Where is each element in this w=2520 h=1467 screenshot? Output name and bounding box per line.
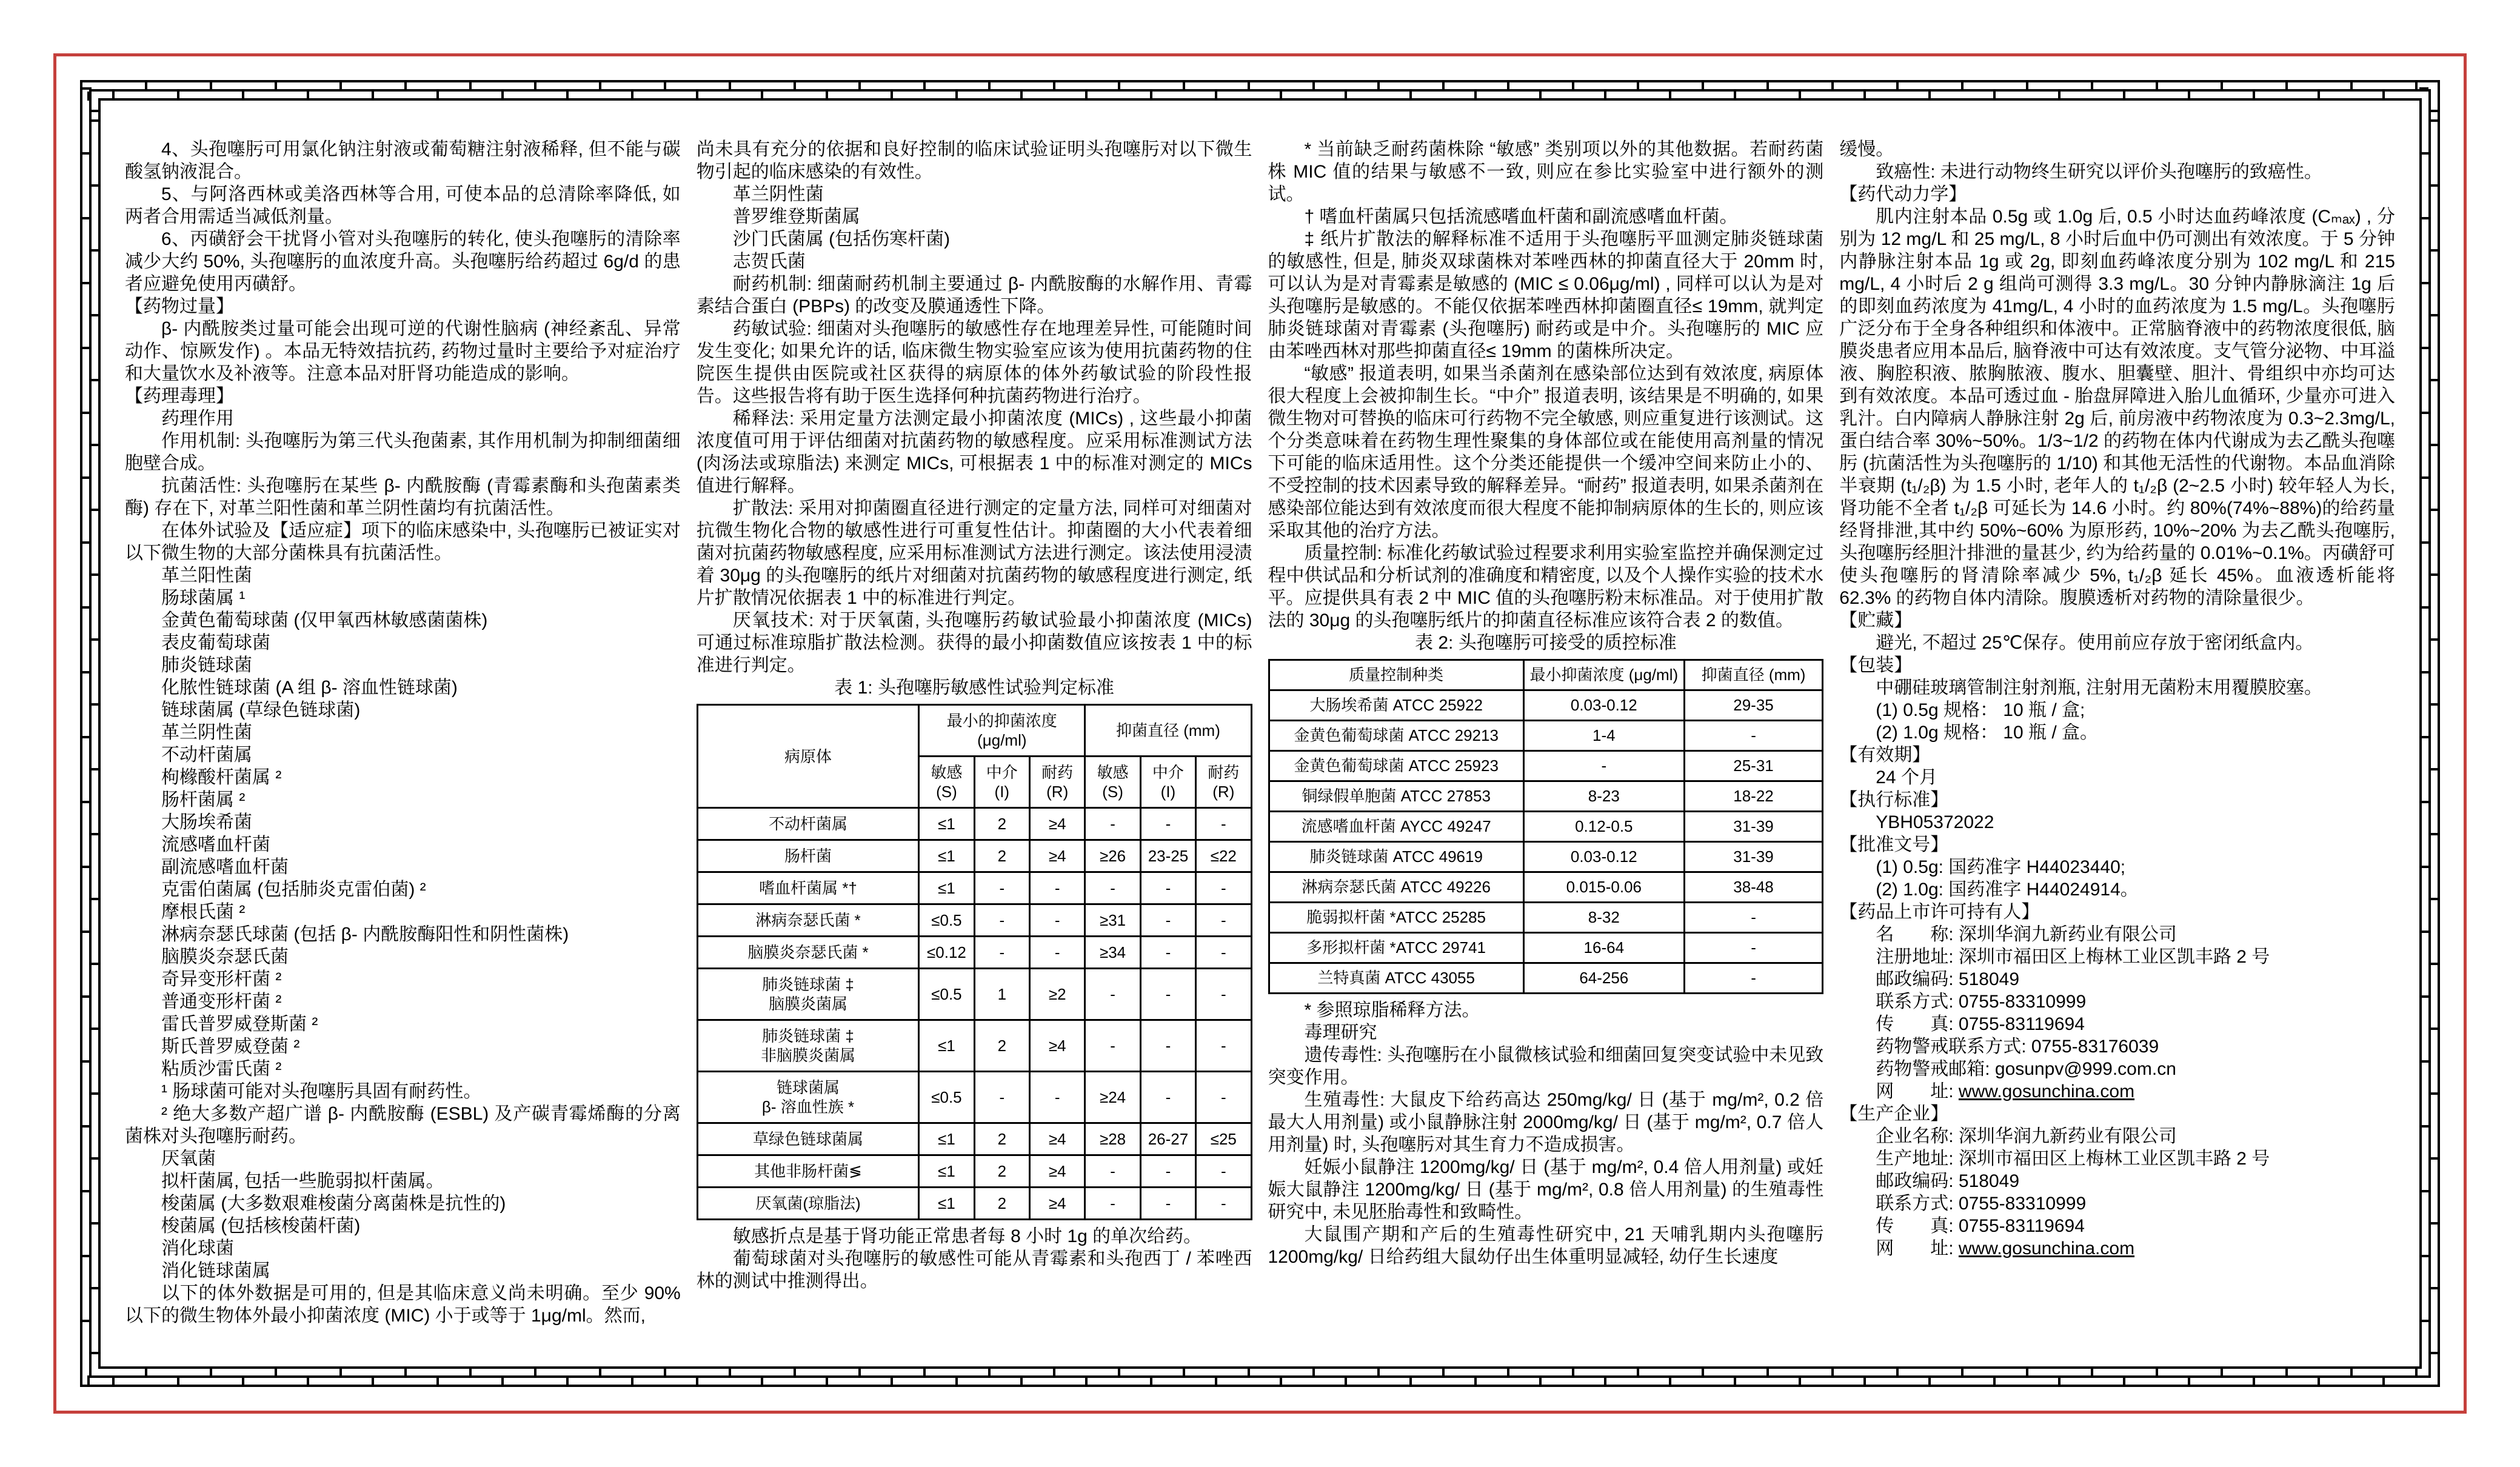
- pathogen-cell: 链球菌属 β- 溶血性族 *: [697, 1072, 919, 1123]
- value-cell: -: [1196, 1072, 1251, 1123]
- value-cell: -: [1085, 1188, 1140, 1220]
- table-header-cell: 病原体: [697, 705, 919, 808]
- value-cell: 16-64: [1523, 933, 1684, 963]
- website-url: www.gosunchina.com: [1958, 1238, 2135, 1258]
- pathogen-cell: 嗜血杆菌属 *†: [697, 872, 919, 904]
- value-cell: -: [1196, 1188, 1251, 1220]
- value-cell: 0.015-0.06: [1523, 872, 1684, 903]
- value-cell: -: [1030, 872, 1085, 904]
- paragraph: 质量控制: 标准化药敏试验过程要求利用实验室监控并确保测定过程中供试品和分析试剂的准确度和精密度, 以及个人操作实验的技术水平。应提供具有表 2 中 MIC 值的头孢噻肟粉末标准品。对于使用扩散法的 30μg 的头孢噻肟纸片的抑菌直径标准应该符合表 2 的数值。: [1268, 543, 1824, 630]
- paragraph: 敏感折点是基于肾功能正常患者每 8 小时 1g 的单次给药。: [732, 1226, 1202, 1246]
- border-tick-strip: [80, 92, 2440, 101]
- paragraph: 脑膜炎奈瑟氏菌: [161, 947, 289, 967]
- paragraph: 企业名称: 深圳华润九新药业有限公司: [1876, 1126, 2177, 1146]
- value-cell: -: [1196, 872, 1251, 904]
- value-cell: 23-25: [1140, 840, 1195, 872]
- paragraph: * 当前缺乏耐药菌株除 “敏感” 类别项以外的其他数据。若耐药菌株 MIC 值的结果与敏感不一致, 则应在参比实验室中进行额外的测试。: [1268, 139, 1824, 204]
- pathogen-cell: 厌氧菌(琼脂法): [697, 1188, 919, 1220]
- qc-strain-cell: 兰特真菌 ATCC 43055: [1269, 963, 1523, 994]
- paragraph: 以下的体外数据是可用的, 但是其临床意义尚未明确。至少 90% 以下的微生物体外最小抑菌浓度 (MIC) 小于或等于 1μg/ml。然而,: [125, 1283, 681, 1326]
- value-cell: 2: [974, 840, 1029, 872]
- value-cell: -: [1085, 1155, 1140, 1188]
- table-header-cell: 敏感 (S): [919, 757, 974, 808]
- value-cell: ≥4: [1030, 808, 1085, 840]
- paragraph: 普罗维登斯菌属: [732, 207, 860, 227]
- value-cell: ≥2: [1030, 969, 1085, 1020]
- website-url: www.gosunchina.com: [1958, 1081, 2135, 1101]
- paragraph: 名 称: 深圳华润九新药业有限公司: [1876, 924, 2177, 944]
- paragraph: 革兰阳性菌: [161, 566, 252, 586]
- value-cell: 1: [974, 969, 1029, 1020]
- border-tick-strip: [2428, 80, 2438, 1387]
- table-row: [697, 937, 1251, 969]
- paragraph: 克雷伯菌属 (包括肺炎克雷伯菌) ²: [161, 880, 426, 900]
- paragraph: 邮政编码: 518049: [1876, 1171, 2020, 1191]
- table-row: [1269, 812, 1823, 842]
- value-cell: -: [1196, 808, 1251, 840]
- paragraph: 注册地址: 深圳市福田区上梅林工业区凯丰路 2 号: [1876, 947, 2270, 967]
- column-2: [697, 138, 1252, 1363]
- table-row: [697, 840, 1251, 872]
- column-1: [125, 138, 681, 1363]
- value-cell: -: [1140, 969, 1195, 1020]
- value-cell: ≥4: [1030, 1020, 1085, 1072]
- value-cell: -: [1523, 751, 1684, 781]
- paragraph: 梭菌属 (大多数艰难梭菌分离菌株是抗性的): [161, 1194, 506, 1214]
- table-row: [697, 808, 1251, 840]
- value-cell: ≥24: [1085, 1072, 1140, 1123]
- paragraph-continuation: 缓慢。: [1839, 139, 1894, 159]
- section-heading: 【生产企业】: [1839, 1104, 1949, 1124]
- value-cell: 8-32: [1523, 903, 1684, 933]
- value-cell: ≤25: [1196, 1123, 1251, 1155]
- border-tick-strip: [80, 82, 2440, 92]
- table-header-row: [1269, 660, 1823, 690]
- value-cell: -: [1140, 1188, 1195, 1220]
- table-header-cell: 最小的抑菌浓度 (μg/ml): [919, 705, 1085, 757]
- section-heading: 【贮藏】: [1839, 610, 1913, 630]
- pathogen-cell: 不动杆菌属: [697, 808, 919, 840]
- value-cell: -: [1684, 903, 1822, 933]
- pathogen-cell: 肺炎链球菌 ‡ 脑膜炎菌属: [697, 969, 919, 1020]
- paragraph: 生产地址: 深圳市福田区上梅林工业区凯丰路 2 号: [1876, 1149, 2270, 1169]
- table-row: [697, 1123, 1251, 1155]
- paragraph: 枸橼酸杆菌属 ²: [161, 767, 282, 787]
- paragraph: 药物警戒联系方式: 0755-83176039: [1876, 1037, 2159, 1057]
- paragraph: 生殖毒性: 大鼠皮下给药高达 250mg/kg/ 日 (基于 mg/m², 0.2 倍最大人用剂量) 或小鼠静脉注射 2000mg/kg/ 日 (基于 mg/m², 0.7 倍人用剂量) 时, 头孢噻肟对其生育力不造成损害。: [1268, 1090, 1824, 1155]
- value-cell: -: [1085, 969, 1140, 1020]
- paragraph: 葡萄球菌对头孢噻肟的敏感性可能从青霉素和头孢西丁 / 苯唑西林的测试中推测得出。: [696, 1249, 1252, 1291]
- paragraph-continuation: 尚未具有充分的依据和良好控制的临床试验证明头孢噻肟对以下微生物引起的临床感染的有效性。: [696, 139, 1252, 182]
- paragraph: 避光, 不超过 25℃保存。使用前应存放于密闭纸盒内。: [1876, 633, 2314, 653]
- paragraph: 副流感嗜血杆菌: [161, 857, 289, 877]
- section-heading: 【药理毒理】: [125, 386, 234, 406]
- value-cell: -: [1196, 969, 1251, 1020]
- pathogen-cell: 淋病奈瑟氏菌 *: [697, 904, 919, 937]
- table-row: [697, 1020, 1251, 1072]
- value-cell: -: [1140, 1072, 1195, 1123]
- qc-strain-cell: 大肠埃希菌 ATCC 25922: [1269, 690, 1523, 721]
- value-cell: ≤1: [919, 1188, 974, 1220]
- paragraph: 雷氏普罗威登斯菌 ²: [161, 1014, 318, 1034]
- qc-strain-cell: 金黄色葡萄球菌 ATCC 25923: [1269, 751, 1523, 781]
- value-cell: ≥26: [1085, 840, 1140, 872]
- value-cell: 29-35: [1684, 690, 1822, 721]
- paragraph: 肺炎链球菌: [161, 655, 252, 675]
- column-3: [1268, 138, 1824, 1363]
- paragraph: YBH05372022: [1876, 812, 1994, 832]
- paragraph: 厌氧技术: 对于厌氧菌, 头孢噻肟药敏试验最小抑菌浓度 (MICs) 可通过标准琼脂扩散法检测。获得的最小抑菌数值应该按表 1 中的标准进行判定。: [696, 610, 1252, 675]
- table-row: [697, 872, 1251, 904]
- paragraph: ² 绝大多数产超广谱 β- 内酰胺酶 (ESBL) 及产碳青霉烯酶的分离菌株对头孢噻肟耐药。: [125, 1104, 681, 1146]
- value-cell: ≤1: [919, 1123, 974, 1155]
- value-cell: -: [1140, 1155, 1195, 1188]
- value-cell: -: [1196, 1155, 1251, 1188]
- table-row: [1269, 933, 1823, 963]
- section-heading: 【药物过量】: [125, 296, 234, 316]
- paragraph: 稀释法: 采用定量方法测定最小抑菌浓度 (MICs) , 这些最小抑菌浓度值可用于评估细菌对抗菌药物的敏感程度。应采用标准测试方法 (肉汤法或琼脂法) 来测定 MICs, 可根据表 1 中的标准对测定的 MICs 值进行解释。: [696, 409, 1252, 496]
- pathogen-cell: 肺炎链球菌 ‡ 非脑膜炎菌属: [697, 1020, 919, 1072]
- contact-label: 网 址:: [1876, 1081, 1959, 1101]
- paragraph: 传 真: 0755-83119694: [1876, 1014, 2085, 1034]
- value-cell: -: [974, 1072, 1029, 1123]
- value-cell: ≤0.12: [919, 937, 974, 969]
- paragraph: 摩根氏菌 ²: [161, 902, 246, 922]
- value-cell: 2: [974, 1020, 1029, 1072]
- value-cell: ≤1: [919, 840, 974, 872]
- value-cell: 2: [974, 1123, 1029, 1155]
- paragraph: 革兰阴性菌: [161, 723, 252, 743]
- value-cell: ≤1: [919, 1020, 974, 1072]
- paragraph: 药理作用: [161, 409, 234, 429]
- value-cell: -: [974, 937, 1029, 969]
- value-cell: 0.03-0.12: [1523, 690, 1684, 721]
- qc-strain-cell: 多形拟杆菌 *ATCC 29741: [1269, 933, 1523, 963]
- paragraph: β- 内酰胺类过量可能会出现可逆的代谢性脑病 (神经紊乱、异常动作、惊厥发作) 。本品无特效拮抗药, 药物过量时主要给予对症治疗和大量饮水及补液等。注意本品对肝肾功能造成的影响。: [125, 319, 681, 384]
- paragraph: 毒理研究: [1304, 1023, 1377, 1043]
- contact-line: [1839, 1080, 2395, 1103]
- table-header-cell: 耐药 (R): [1196, 757, 1251, 808]
- value-cell: 8-23: [1523, 781, 1684, 812]
- paragraph: 链球菌属 (草绿色链球菌): [161, 700, 361, 720]
- paragraph: 表皮葡萄球菌: [161, 633, 270, 653]
- paragraph: 普通变形杆菌 ²: [161, 992, 282, 1012]
- value-cell: -: [1140, 872, 1195, 904]
- table-row: [697, 969, 1251, 1020]
- table-row: [1269, 721, 1823, 751]
- paragraph: 流感嗜血杆菌: [161, 835, 270, 855]
- value-cell: -: [1140, 808, 1195, 840]
- table-row: [697, 1155, 1251, 1188]
- border-tick-strip: [2419, 80, 2428, 1387]
- value-cell: -: [1140, 937, 1195, 969]
- qc-strain-cell: 脆弱拟杆菌 *ATCC 25285: [1269, 903, 1523, 933]
- value-cell: 31-39: [1684, 812, 1822, 842]
- table-caption: 表 2: 头孢噻肟可接受的质控标准: [1415, 633, 1677, 653]
- paragraph: 革兰阴性菌: [732, 184, 824, 204]
- section-heading: 【有效期】: [1839, 745, 1931, 765]
- qc-strain-cell: 淋病奈瑟氏菌 ATCC 49226: [1269, 872, 1523, 903]
- content-columns: [125, 138, 2395, 1363]
- section-heading: 【包装】: [1839, 655, 1913, 675]
- paragraph: 中硼硅玻璃管制注射剂瓶, 注射用无菌粉末用覆膜胶塞。: [1876, 678, 2322, 698]
- value-cell: -: [1196, 937, 1251, 969]
- value-cell: -: [1085, 872, 1140, 904]
- value-cell: -: [974, 872, 1029, 904]
- section-heading: 【药品上市许可持有人】: [1839, 902, 2040, 922]
- border-tick-strip: [80, 1366, 2440, 1375]
- value-cell: -: [1030, 1072, 1085, 1123]
- border-tick-strip: [80, 1375, 2440, 1385]
- paragraph: 药物警戒邮箱: gosunpv@999.com.cn: [1876, 1059, 2176, 1079]
- paragraph: 厌氧菌: [161, 1149, 216, 1169]
- paragraph: 肌内注射本品 0.5g 或 1.0g 后, 0.5 小时达血药峰浓度 (Cₘₐₓ) , 分别为 12 mg/L 和 25 mg/L, 8 小时后血中仍可测出有效浓度。于 5 分钟内静脉注射本品 1g 或 2g, 即刻血药峰浓度分别为 102 mg/L 和 215 mg/L, 4 小时后 2 g 组尚可测得 3.3 mg/L。30 分钟内静脉滴注 1g 后的即刻血药浓度为 41mg/L, 4 小时的血药浓度为 1.5 mg/L。头孢噻肟广泛分布于全身各种组织和体液中。正常脑脊液中的药物浓度很低, 脑膜炎患者应用本品后, 脑脊液中可达有效浓度。支气管分泌物、中耳溢液、胸腔积液、脓胸脓液、腹水、胆囊壁、胆汁、骨组织中亦均可达到有效浓度。本品可透过血 - 胎盘屏障进入胎儿血循环, 少量亦可进入乳汁。白内障病人静脉注射 2g 后, 前房液中药物浓度为 0.3~2.3mg/L, 蛋白结合率 30%~50%。1/3~1/2 的药物在体内代谢成为去乙酰头孢噻肟 (抗菌活性为头孢噻肟的 1/10) 和其他无活性的代谢物。本品血消除半衰期 (t₁/₂β) 为 1.5 小时, 老年人的 t₁/₂β (2~2.5 小时) 较年轻人为长, 肾功能不全者 t₁/₂β 可延长为 14.6 小时。约 80%(74%~88%)的给药量经肾排泄,其中约 50%~60% 为原形药, 10%~20% 为去乙酰头孢噻肟, 头孢噻肟经胆汁排泄的量甚少, 约为给药量的 0.01%~0.1%。丙磺舒可使头孢噻肟的肾清除率减少 5%, t₁/₂β 延长 45%。血液透析能将 62.3% 的药物自体内清除。腹膜透析对药物的清除量很少。: [1839, 207, 2395, 608]
- table-row: [697, 1072, 1251, 1123]
- column-4: [1839, 138, 2395, 1363]
- paragraph: 拟杆菌属, 包括一些脆弱拟杆菌属。: [161, 1171, 444, 1191]
- paragraph: ¹ 肠球菌可能对头孢噻肟具固有耐药性。: [161, 1081, 482, 1101]
- value-cell: ≤1: [919, 872, 974, 904]
- paragraph: “敏感” 报道表明, 如果当杀菌剂在感染部位达到有效浓度, 病原体很大程度上会被抑制生长。“中介” 报道表明, 该结果是不明确的, 如果微生物对可替换的临床可行药物不完全敏感, 则应重复进行该测试。这个分类意味着在药物生理性聚集的身体部位或在能使用高剂量的情况下可能的临床适用性。这个分类还能提供一个缓冲空间来防止小的、不受控制的技术因素导致的解释差异。“耐药” 报道表明, 如果杀菌剂在感染部位能达到有效浓度而很大程度不能抑制病原体的生长的, 则应该采取其他的治疗方法。: [1268, 364, 1824, 541]
- table-row: [697, 904, 1251, 937]
- paragraph: (1) 0.5g 规格： 10 瓶 / 盒;: [1876, 700, 2085, 720]
- table-header-cell: 质量控制种类: [1269, 660, 1523, 690]
- paragraph: 肠球菌属 ¹: [161, 588, 246, 608]
- value-cell: ≥4: [1030, 840, 1085, 872]
- paragraph: 6、丙磺舒会干扰肾小管对头孢噻肟的转化, 使头孢噻肟的清除率减少大约 50%, 头孢噻肟的血浓度升高。头孢噻肟给药超过 6g/d 的患者应避免使用丙磺舒。: [125, 229, 681, 294]
- paragraph: ‡ 纸片扩散法的解释标准不适用于头孢噻肟平皿测定肺炎链球菌的敏感性, 但是, 肺炎双球菌株对苯唑西林的抑菌直径大于 20mm 时, 可以认为是对青霉素是敏感的 (MIC ≤ 0.06μg/ml) , 同样可以认为是对头孢噻肟是敏感的。不能仅依据苯唑西林抑菌圈直径≤ 19mm, 就判定肺炎链球菌对青霉素 (头孢噻肟) 耐药或是中介。头孢噻肟的 MIC 应由苯唑西林对那些抑菌直径≤ 19mm 的菌株所决定。: [1268, 229, 1824, 361]
- value-cell: ≤0.5: [919, 969, 974, 1020]
- value-cell: 18-22: [1684, 781, 1822, 812]
- value-cell: 38-48: [1684, 872, 1822, 903]
- value-cell: ≥4: [1030, 1155, 1085, 1188]
- value-cell: -: [1085, 808, 1140, 840]
- pathogen-cell: 脑膜炎奈瑟氏菌 *: [697, 937, 919, 969]
- paragraph: 大鼠围产期和产后的生殖毒性研究中, 21 天哺乳期内头孢噻肟 1200mg/kg/ 日给药组大鼠幼仔出生体重明显减轻, 幼仔生长速度: [1268, 1225, 1824, 1267]
- section-heading: 【执行标准】: [1839, 790, 1949, 810]
- paragraph: 作用机制: 头孢噻肟为第三代头孢菌素, 其作用机制为抑制细菌细胞壁合成。: [125, 431, 681, 473]
- value-cell: 0.12-0.5: [1523, 812, 1684, 842]
- value-cell: 64-256: [1523, 963, 1684, 994]
- paragraph: 沙门氏菌属 (包括伤寒杆菌): [732, 229, 951, 249]
- paragraph: 不动杆菌属: [161, 745, 252, 765]
- paragraph: 5、与阿洛西林或美洛西林等合用, 可使本品的总清除率降低, 如两者合用需适当减低剂量。: [125, 184, 681, 227]
- value-cell: ≤22: [1196, 840, 1251, 872]
- table-row: [1269, 903, 1823, 933]
- paragraph: † 嗜血杆菌属只包括流感嗜血杆菌和副流感嗜血杆菌。: [1304, 207, 1738, 227]
- value-cell: 2: [974, 1155, 1029, 1188]
- table-1: [697, 704, 1252, 1220]
- value-cell: 2: [974, 1188, 1029, 1220]
- section-heading: 【批准文号】: [1839, 835, 1949, 855]
- value-cell: -: [1684, 721, 1822, 751]
- value-cell: -: [1196, 1020, 1251, 1072]
- value-cell: 25-31: [1684, 751, 1822, 781]
- paragraph: 化脓性链球菌 (A 组 β- 溶血性链球菌): [161, 678, 458, 698]
- table-caption: 表 1: 头孢噻肟敏感性试验判定标准: [834, 678, 1114, 698]
- contact-label: 网 址:: [1876, 1238, 1959, 1258]
- paragraph: 联系方式: 0755-83310999: [1876, 1194, 2087, 1214]
- paragraph: 消化球菌: [161, 1238, 234, 1258]
- table-header-cell: 耐药 (R): [1030, 757, 1085, 808]
- value-cell: -: [1085, 1020, 1140, 1072]
- table-header-cell: 敏感 (S): [1085, 757, 1140, 808]
- contact-line: [1839, 1237, 2395, 1260]
- paragraph: (1) 0.5g: 国药准字 H44023440;: [1876, 857, 2126, 877]
- qc-strain-cell: 铜绿假单胞菌 ATCC 27853: [1269, 781, 1523, 812]
- value-cell: -: [1684, 933, 1822, 963]
- table-row: [1269, 842, 1823, 872]
- value-cell: ≤0.5: [919, 1072, 974, 1123]
- paragraph: * 参照琼脂稀释方法。: [1304, 1000, 1480, 1020]
- paragraph: 致癌性: 未进行动物终生研究以评价头孢噻肟的致癌性。: [1876, 162, 2322, 182]
- paragraph: 奇异变形杆菌 ²: [161, 969, 282, 989]
- table-row: [1269, 872, 1823, 903]
- pathogen-cell: 肠杆菌: [697, 840, 919, 872]
- paragraph: 金黄色葡萄球菌 (仅甲氧西林敏感菌菌株): [161, 610, 488, 630]
- pathogen-cell: 草绿色链球菌属: [697, 1123, 919, 1155]
- paragraph: 24 个月: [1876, 767, 1937, 787]
- paragraph: 遗传毒性: 头孢噻肟在小鼠微核试验和细菌回复突变试验中未见致突变作用。: [1268, 1045, 1824, 1088]
- paragraph: 传 真: 0755-83119694: [1876, 1216, 2085, 1236]
- table-header-row: [697, 705, 1251, 757]
- paragraph: 梭菌属 (包括核梭菌杆菌): [161, 1216, 361, 1236]
- paragraph: 肠杆菌属 ²: [161, 790, 246, 810]
- value-cell: -: [1140, 1020, 1195, 1072]
- pathogen-cell: 其他非肠杆菌≶: [697, 1155, 919, 1188]
- table-header-cell: 中介 (I): [974, 757, 1029, 808]
- value-cell: -: [1030, 904, 1085, 937]
- value-cell: -: [1030, 937, 1085, 969]
- table-2: [1268, 659, 1824, 994]
- section-heading: 【药代动力学】: [1839, 184, 1967, 204]
- table-header-cell: 抑菌直径 (mm): [1085, 705, 1251, 757]
- paragraph: 邮政编码: 518049: [1876, 969, 2020, 989]
- paragraph: 扩散法: 采用对抑菌圈直径进行测定的定量方法, 同样可对细菌对抗微生物化合物的敏感性进行可重复性估计。抑菌圈的大小代表着细菌对抗菌药物敏感程度, 应采用标准测试方法进行测定。该法使用浸渍着 30μg 的头孢噻肟的纸片对细菌对抗菌药物的敏感程度进行测定, 纸片扩散情况依据表 1 中的标准进行判定。: [696, 498, 1252, 608]
- value-cell: -: [1140, 904, 1195, 937]
- paragraph: 大肠埃希菌: [161, 812, 252, 832]
- value-cell: -: [974, 904, 1029, 937]
- paragraph: 斯氏普罗威登菌 ²: [161, 1037, 300, 1057]
- value-cell: ≥31: [1085, 904, 1140, 937]
- value-cell: 31-39: [1684, 842, 1822, 872]
- value-cell: ≤0.5: [919, 904, 974, 937]
- value-cell: ≥28: [1085, 1123, 1140, 1155]
- paragraph: 志贺氏菌: [732, 252, 806, 272]
- qc-strain-cell: 肺炎链球菌 ATCC 49619: [1269, 842, 1523, 872]
- table-row: [1269, 963, 1823, 994]
- table-header-cell: 最小抑菌浓度 (μg/ml): [1523, 660, 1684, 690]
- paragraph: 妊娠小鼠静注 1200mg/kg/ 日 (基于 mg/m², 0.4 倍人用剂量) 或妊娠大鼠静注 1200mg/kg/ 日 (基于 mg/m², 0.8 倍人用剂量) 的生殖毒性研究中, 未见胚胎毒性和致畸性。: [1268, 1157, 1824, 1222]
- value-cell: 26-27: [1140, 1123, 1195, 1155]
- value-cell: ≤1: [919, 1155, 974, 1188]
- border-tick-strip: [82, 80, 92, 1387]
- paragraph: 粘质沙雷氏菌 ²: [161, 1059, 282, 1079]
- paragraph: 抗菌活性: 头孢噻肟在某些 β- 内酰胺酶 (青霉素酶和头孢菌素类酶) 存在下, 对革兰阳性菌和革兰阴性菌均有抗菌活性。: [125, 476, 681, 518]
- paragraph: 在体外试验及【适应症】项下的临床感染中, 头孢噻肟已被证实对以下微生物的大部分菌株具有抗菌活性。: [125, 521, 681, 563]
- value-cell: ≥4: [1030, 1188, 1085, 1220]
- paragraph: (2) 1.0g 规格： 10 瓶 / 盒。: [1876, 723, 2099, 743]
- table-row: [1269, 690, 1823, 721]
- value-cell: ≥4: [1030, 1123, 1085, 1155]
- table-row: [697, 1188, 1251, 1220]
- value-cell: ≤1: [919, 808, 974, 840]
- paragraph: 4、头孢噻肟可用氯化钠注射液或葡萄糖注射液稀释, 但不能与碳酸氢钠液混合。: [125, 139, 681, 182]
- border-tick-strip: [92, 80, 101, 1387]
- paragraph: (2) 1.0g: 国药准字 H44024914。: [1876, 880, 2139, 900]
- value-cell: -: [1684, 963, 1822, 994]
- paragraph: 耐药机制: 细菌耐药机制主要通过 β- 内酰胺酶的水解作用、青霉素结合蛋白 (PBPs) 的改变及膜通透性下降。: [696, 274, 1252, 316]
- table-header-cell: 抑菌直径 (mm): [1684, 660, 1822, 690]
- value-cell: -: [1196, 904, 1251, 937]
- value-cell: ≥34: [1085, 937, 1140, 969]
- table-row: [1269, 751, 1823, 781]
- value-cell: 1-4: [1523, 721, 1684, 751]
- value-cell: 2: [974, 808, 1029, 840]
- paragraph: 药敏试验: 细菌对头孢噻肟的敏感性存在地理差异性, 可能随时间发生变化; 如果允许的话, 临床微生物实验室应该为使用抗菌药物的住院医生提供由医院或社区获得的病原体的体外药敏试验的阶段性报告。这些报告将有助于医生选择何种抗菌药物进行治疗。: [696, 319, 1252, 406]
- paragraph: 消化链球菌属: [161, 1261, 270, 1281]
- table-header-cell: 中介 (I): [1140, 757, 1195, 808]
- qc-strain-cell: 金黄色葡萄球菌 ATCC 29213: [1269, 721, 1523, 751]
- table-row: [1269, 781, 1823, 812]
- value-cell: 0.03-0.12: [1523, 842, 1684, 872]
- paragraph: 联系方式: 0755-83310999: [1876, 992, 2087, 1012]
- paragraph: 淋病奈瑟氏球菌 (包括 β- 内酰胺酶阳性和阴性菌株): [161, 924, 569, 944]
- qc-strain-cell: 流感嗜血杆菌 AYCC 49247: [1269, 812, 1523, 842]
